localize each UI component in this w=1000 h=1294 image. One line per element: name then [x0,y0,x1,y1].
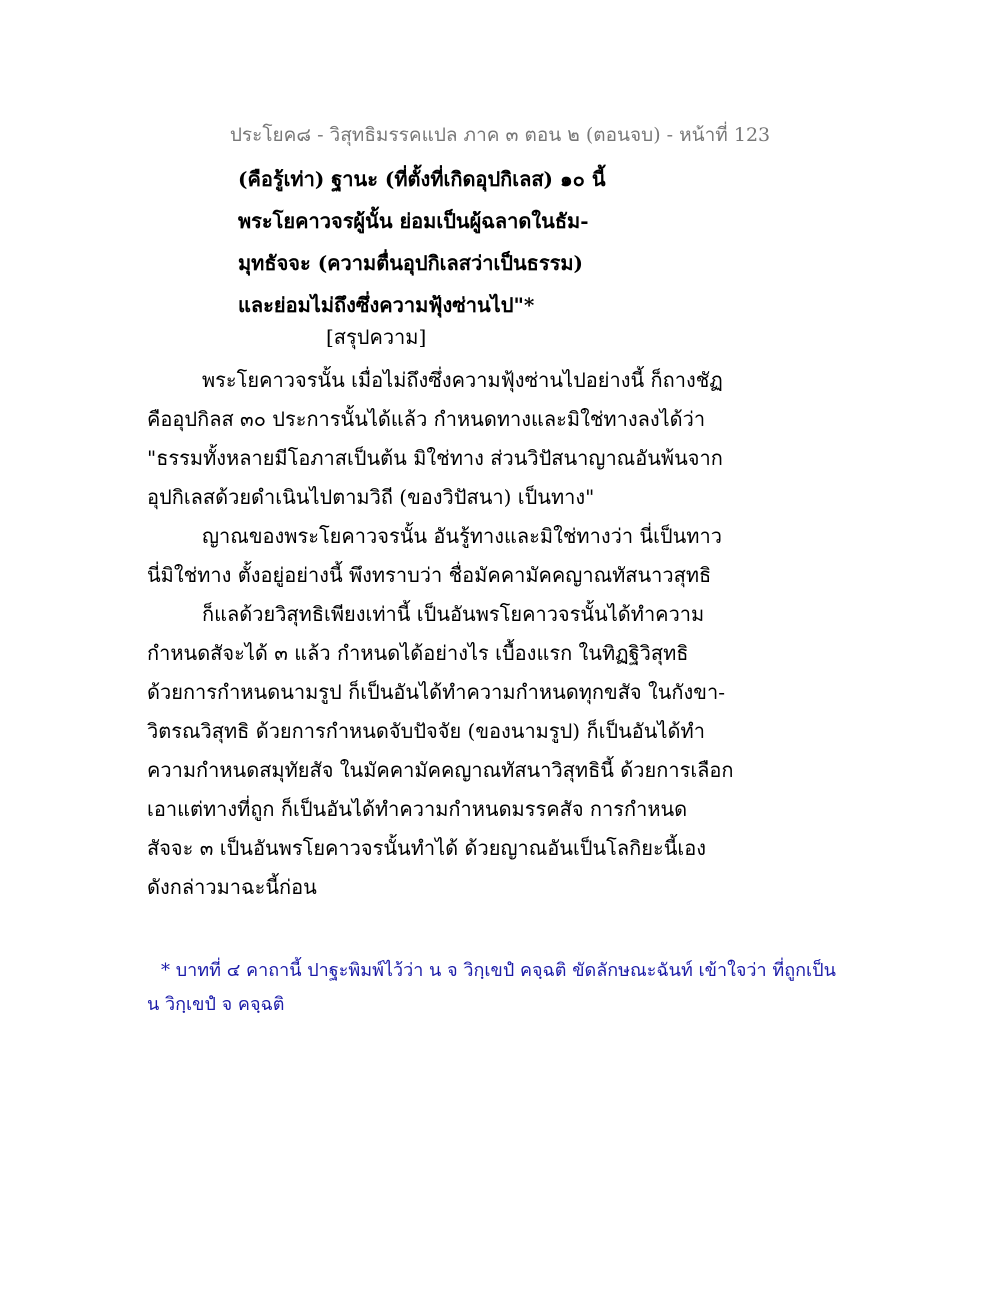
paragraph-line: ญาณของพระโยคาวจรนั้น อันรู้ทางและมิใช่ทางว่า นี่เป็นทาว [202,524,722,548]
paragraph-line: เอาแต่ทางที่ถูก ก็เป็นอันได้ทำความกำหนดมรรคสัจ การกำหนด [147,797,688,821]
paragraph-line: กำหนดสัจะได้ ๓ แล้ว กำหนดได้อย่างไร เบื้องแรก ในทิฏฐิวิสุทธิ [147,641,689,665]
body-text [147,361,734,907]
running-header: ประโยค๘ - วิสุทธิมรรคแปล ภาค ๓ ตอน ๒ (ตอนจบ) - หน้าที่ 123 [229,124,771,146]
verse-line: และย่อมไม่ถึงซึ่งความฟุ้งซ่านไป"* [238,293,535,317]
verse-line: พระโยคาวจรผู้นั้น ย่อมเป็นผู้ฉลาดในธัม- [238,209,589,233]
verse-line: (คือรู้เท่า) ฐานะ (ที่ตั้งที่เกิดอุปกิเลส) ๑๐ นี้ [238,167,606,191]
paragraph-line: อุปกิเลสด้วยดำเนินไปตามวิถี (ของวิปัสนา) เป็นทาง" [147,485,595,509]
paragraph-line: ด้วยการกำหนดนามรูป ก็เป็นอันได้ทำความกำหนดทุกขสัจ ในกังขา- [147,680,725,704]
verse-line: มุทธัจจะ (ความตื่นอุปกิเลสว่าเป็นธรรม) [238,251,583,275]
paragraph-line: "ธรรมทั้งหลายมีโอภาสเป็นต้น มิใช่ทาง ส่วนวิปัสนาญาณอันพ้นจาก [147,446,723,470]
paragraph-line: ก็แลด้วยวิสุทธิเพียงเท่านี้ เป็นอันพรโยคาวจรนั้นได้ทำความ [202,602,705,626]
footnote-line: น วิกฺเขปํ จ คจฺฉติ [147,994,285,1015]
paragraph-line: นี่มิใช่ทาง ตั้งอยู่อย่างนี้ พึงทราบว่า ชื่อมัคคามัคคญาณทัสนาวสุทธิ [147,563,712,587]
footnote-line: * บาทที่ ๔ คาถานี้ ปาฐะพิมพ์ไว้ว่า น จ วิกฺเขปํ คจฺฉติ ขัดลักษณะฉันท์ เข้าใจว่า ที่ถูกเป็น [161,960,836,981]
section-title: [สรุปความ] [326,325,427,349]
verse-block [238,158,758,326]
paragraph-line: ดังกล่าวมาฉะนี้ก่อน [147,875,317,899]
paragraph-line: สัจจะ ๓ เป็นอันพรโยคาวจรนั้นทำได้ ด้วยญาณอันเป็นโลกิยะนี้เอง [147,836,707,860]
paragraph-line: พระโยคาวจรนั้น เมื่อไม่ถึงซึ่งความฟุ้งซ่านไปอย่างนี้ ก็ถางชัฏ [202,368,723,392]
paragraph-line: คืออุปกิลส ๓๐ ประการนั้นได้แล้ว กำหนดทางและมิใช่ทางลงได้ว่า [147,407,706,431]
footnote [147,954,836,1022]
paragraph-line: ความกำหนดสมุทัยสัจ ในมัคคามัคคญาณทัสนาวิสุทธินี้ ด้วยการเลือก [147,758,734,782]
paragraph-line: วิตรณวิสุทธิ ด้วยการกำหนดจับปัจจัย (ของนามรูป) ก็เป็นอันได้ทำ [147,719,705,743]
